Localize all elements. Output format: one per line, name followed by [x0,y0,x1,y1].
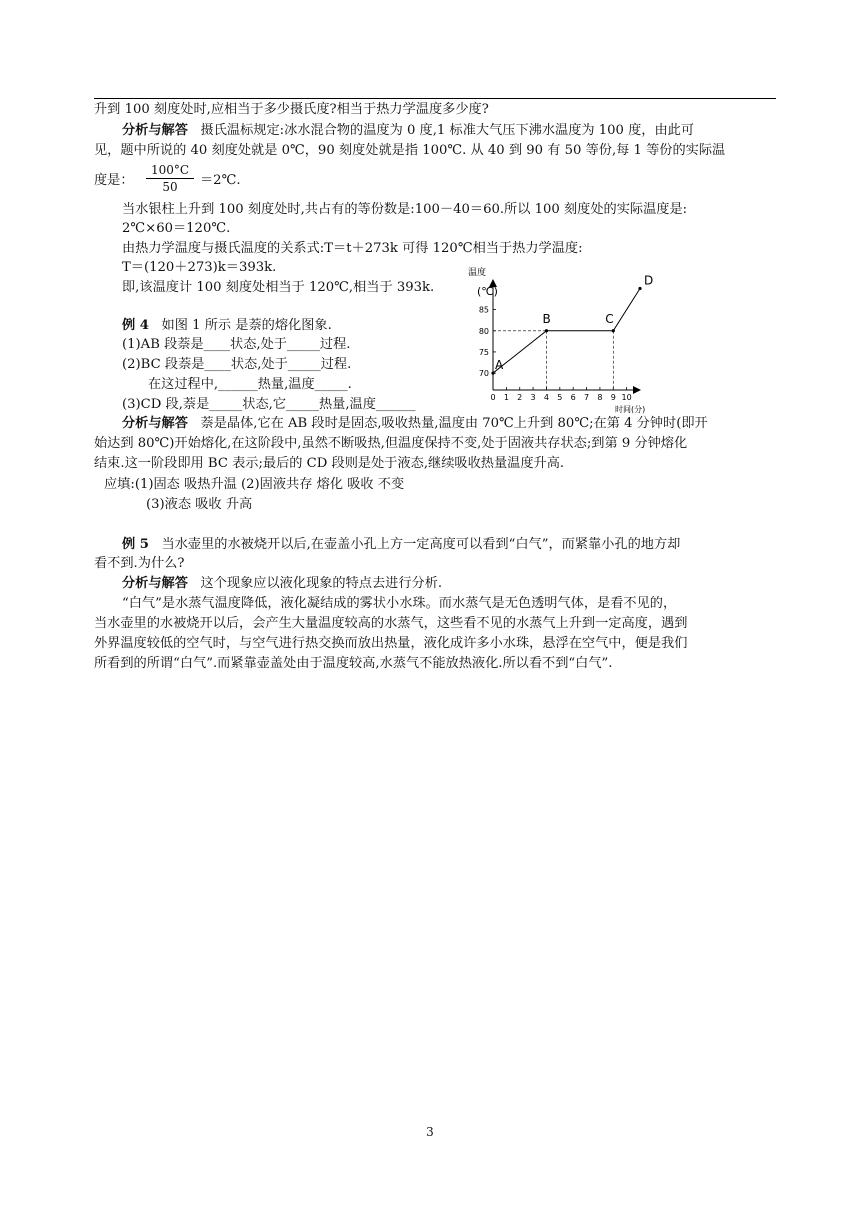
x-tick-label: 5 [557,393,563,402]
point-c [612,329,615,332]
y-axis-unit: (℃) [477,285,498,298]
analysis-line: 即,该温度计 100 刻度处相当于 120℃,相当于 393k. [122,280,435,295]
example-text: 当水壶里的水被烧开以后,在壶盖小孔上方一定高度可以看到“白气”，而紧靠小孔的地方却 [161,537,681,552]
example-text: 如图 1 所示 是萘的熔化图象. [161,318,332,333]
question-3: (3)CD 段,萘是_____状态,它_____热量,温度______ [122,397,416,412]
example-5 [122,536,680,554]
analysis-line-pre: 度是： [94,173,134,188]
analysis-text: 萘是晶体,它在 AB 段时是固态,吸收热量,温度由 70℃上升到 80℃;在第 4 分钟时(即开 [200,416,708,431]
point-label-a: A [495,358,504,373]
analysis-line: 当水壶里的水被烧开以后，会产生大量温度较高的水蒸气，这些看不见的水蒸气上升到一定高度，遇到 [94,616,688,631]
analysis-heading-3 [122,122,694,140]
example-4 [122,317,332,335]
analysis-label: 分析与解答 [122,123,188,138]
analysis-line: T＝(120＋273)k＝393k. [122,260,277,275]
analysis-label: 分析与解答 [122,416,188,431]
x-tick-label: 3 [530,393,536,402]
analysis-line: 所看到的所谓“白气”.而紧靠壶盖处由于温度较高,水蒸气不能放热液化.所以看不到“白气”. [94,656,613,671]
analysis-line: 由热力学温度与摄氏温度的关系式:T＝t＋273k 可得 120℃相当于热力学温度: [122,241,583,256]
analysis-line: 始达到 80℃)开始熔化,在这阶段中,虽然不断吸热,但温度保持不变,处于固液共存状态;到第 9 分钟熔化 [94,436,688,451]
point-d [638,287,641,290]
header-rule [94,98,776,99]
x-tick-label: 4 [543,393,550,402]
point-label-d: D [644,273,654,288]
x-tick-label: 10 [621,393,632,402]
point-label-c: C [605,311,614,326]
page-number: 3 [426,1125,434,1139]
analysis-line: 外界温度较低的空气时，与空气进行热交换而放出热量，液化成许多小水珠，悬浮在空气中，便是我们 [94,636,688,651]
analysis-line: 当水银柱上升到 100 刻度处时,共占有的等份数是:100－40＝60.所以 100 刻度处的实际温度是: [122,202,688,217]
analysis-line: “白气”是水蒸气温度降低，液化凝结成的雾状小水珠。而水蒸气是无色透明气体，是看不见的， [122,596,677,611]
x-axis-label: 时间(分) [615,405,646,414]
question-2b: 在这过程中,______热量,温度_____. [148,377,352,392]
analysis-text: 这个现象应以液化现象的特点去进行分析. [200,576,443,591]
answer-line-2: (3)液态 吸收 升高 [146,497,253,512]
y-tick-label: 80 [478,326,489,336]
example-label: 例 4 [122,318,149,333]
x-tick-label: 8 [597,393,603,402]
x-tick-label: 7 [583,393,590,402]
x-tick-label: 9 [610,393,616,402]
answer-line-1: 应填:(1)固态 吸热升温 (2)固液共存 熔化 吸收 不变 [104,477,405,492]
fraction-numerator: 100°C [146,163,194,179]
melting-graph [460,264,660,414]
analysis-line: 2℃×60＝120℃. [122,221,231,236]
analysis-heading-4 [122,415,708,433]
y-tick-label: 75 [478,347,489,357]
point-label-b: B [542,311,551,326]
fraction [146,163,194,194]
y-tick-label: 70 [478,369,489,379]
point-b [545,329,548,332]
question-tail: 升到 100 刻度处时,应相当于多少摄氏度?相当于热力学温度多少度? [94,102,489,117]
example-line: 看不到.为什么? [94,556,185,571]
x-tick-label: 0 [490,393,496,402]
example-label: 例 5 [122,537,149,552]
x-tick-label: 6 [570,393,576,402]
fraction-denominator: 50 [162,180,178,194]
x-tick-label: 1 [503,393,509,402]
x-tick-label: 2 [517,393,523,402]
y-axis-label: 温度 [468,268,487,278]
analysis-line-post: ＝2℃. [200,173,241,188]
analysis-text: 摄氏温标规定:冰水混合物的温度为 0 度,1 标准大气压下沸水温度为 100 度，由此可 [200,123,695,138]
analysis-line: 结束.这一阶段即用 BC 表示;最后的 CD 段则是处于液态,继续吸收热量温度升高. [94,456,565,471]
analysis-label: 分析与解答 [122,576,188,591]
question-2: (2)BC 段萘是____状态,处于_____过程. [122,357,352,372]
y-tick-label: 85 [478,305,489,315]
question-1: (1)AB 段萘是____状态,处于_____过程. [122,337,351,352]
analysis-line: 见，题中所说的 40 刻度处就是 0℃，90 刻度处就是指 100℃. 从 40 到 90 有 50 等份,每 1 等份的实际温 [94,143,726,158]
analysis-heading-5 [122,575,442,593]
